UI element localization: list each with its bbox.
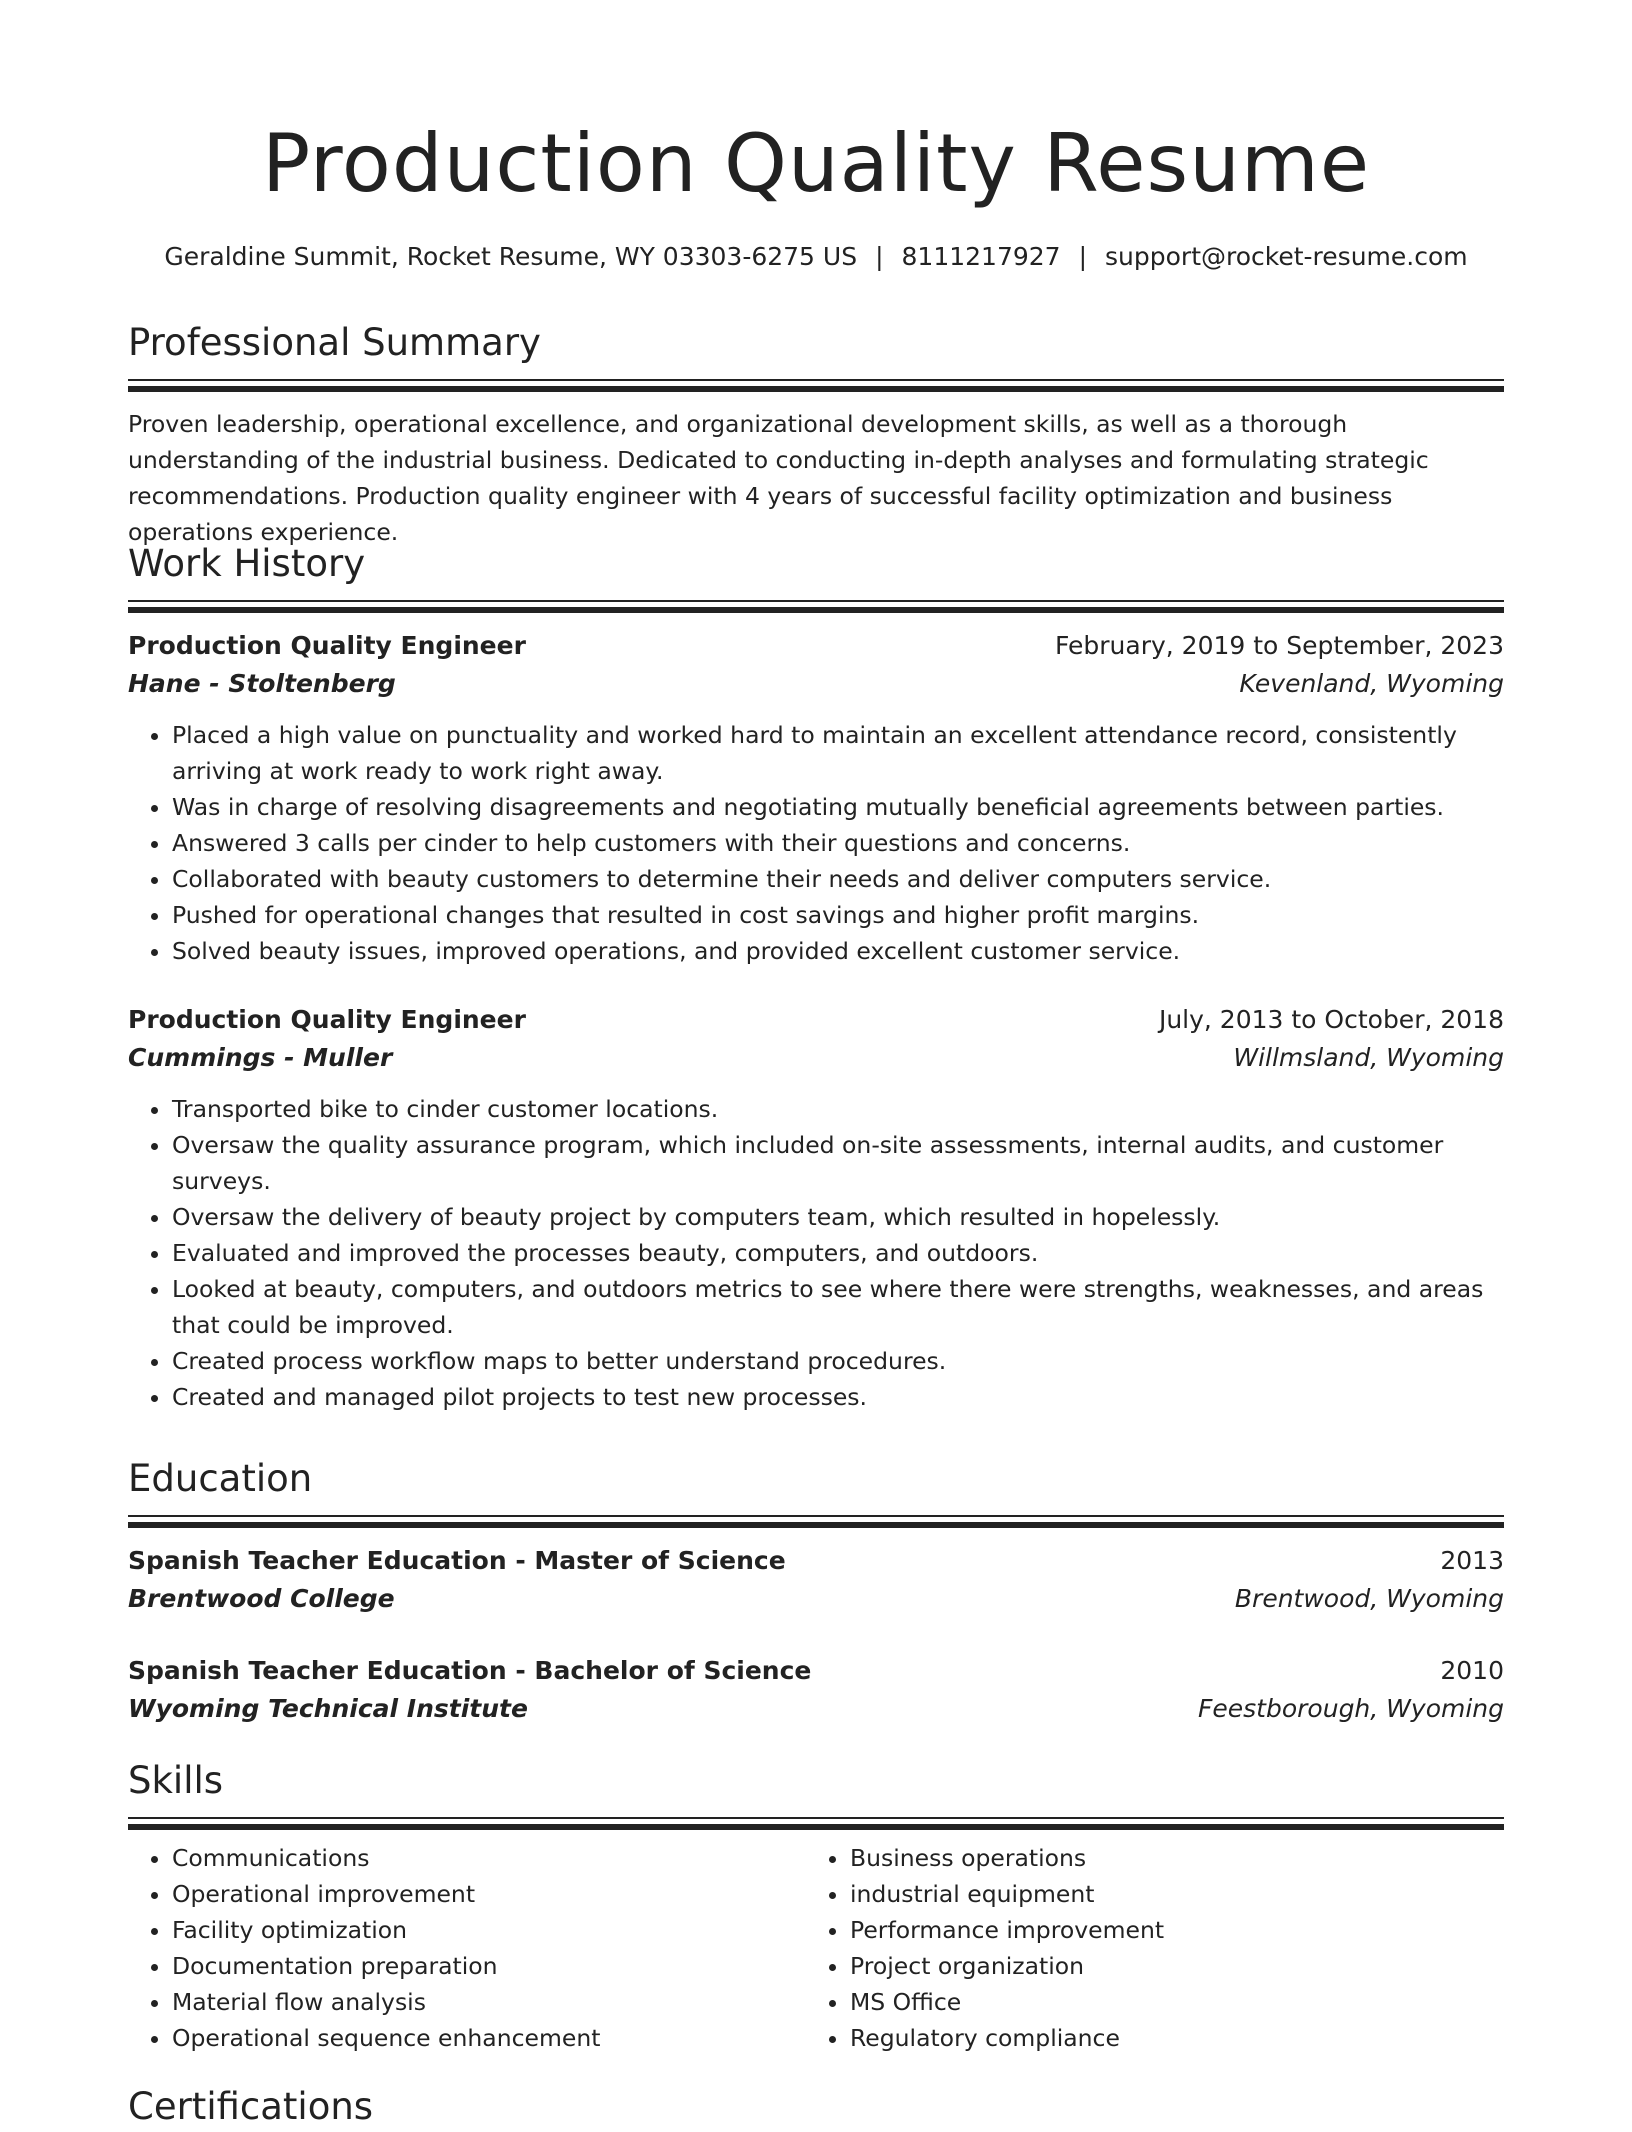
education-header-row (128, 1652, 1504, 1690)
section-heading-certifications: Certifications (128, 2085, 374, 2128)
job-entry (128, 627, 1504, 969)
job-dates: July, 2013 to October, 2018 (1158, 1005, 1504, 1034)
job-title: Production Quality Engineer (128, 1005, 526, 1034)
section-divider (128, 600, 1504, 613)
list-item: • Created process workflow maps to better understand procedures. (172, 1343, 1504, 1379)
list-item: • Performance improvement (850, 1912, 1484, 1948)
list-item: • Collaborated with beauty customers to determine their needs and deliver computers service. (172, 861, 1504, 897)
list-item: • Communications (172, 1840, 806, 1876)
job-location: Willmsland, Wyoming (1233, 1043, 1504, 1072)
summary-section (128, 318, 1504, 550)
section-divider (128, 1515, 1504, 1528)
list-item: • Business operations (850, 1840, 1484, 1876)
job-header-row (128, 627, 1504, 665)
skills-columns (128, 1840, 1504, 2056)
section-divider (128, 379, 1504, 392)
job-company: Hane - Stoltenberg (128, 669, 396, 698)
contact-email[interactable]: support@rocket-resume.com (1105, 242, 1468, 271)
education-entry (128, 1652, 1504, 1728)
section-heading-skills: Skills (128, 1759, 224, 1802)
education-degree: Spanish Teacher Education - Master of Science (128, 1546, 786, 1575)
list-item: • Operational improvement (172, 1876, 806, 1912)
document-title: Production Quality Resume (261, 117, 1371, 210)
job-dates: February, 2019 to September, 2023 (1055, 631, 1504, 660)
contact-separator: | (1078, 242, 1088, 271)
list-item: • Facility optimization (172, 1912, 806, 1948)
list-item: • Pushed for operational changes that resulted in cost savings and higher profit margins. (172, 897, 1504, 933)
skills-list-right (806, 1840, 1484, 2056)
list-item: • Oversaw the quality assurance program, which included on-site assessments, internal audits, and customer surveys. (172, 1127, 1504, 1199)
education-school: Wyoming Technical Institute (128, 1694, 528, 1723)
education-school: Brentwood College (128, 1584, 395, 1613)
list-item: • Documentation preparation (172, 1948, 806, 1984)
work-history-section (128, 539, 1504, 1415)
job-company: Cummings - Muller (128, 1043, 393, 1072)
list-item: • Looked at beauty, computers, and outdoors metrics to see where there were strengths, weaknesses, and areas that could be improved. (172, 1271, 1504, 1343)
list-item: • Operational sequence enhancement (172, 2020, 806, 2056)
list-item: • Transported bike to cinder customer locations. (172, 1091, 1504, 1127)
job-company-row (128, 665, 1504, 703)
job-bullets (128, 717, 1504, 969)
contact-separator: | (875, 242, 884, 271)
job-location: Kevenland, Wyoming (1239, 669, 1504, 698)
education-header-row (128, 1542, 1504, 1580)
list-item: • Was in charge of resolving disagreements and negotiating mutually beneficial agreements between parties. (172, 789, 1504, 825)
contact-line (128, 240, 1504, 274)
list-item: • Evaluated and improved the processes beauty, computers, and outdoors. (172, 1235, 1504, 1271)
list-item: • Answered 3 calls per cinder to help customers with their questions and concerns. (172, 825, 1504, 861)
skills-section (128, 1756, 1504, 2056)
section-heading-work-history: Work History (128, 542, 366, 585)
contact-phone: 8111217927 (901, 242, 1061, 271)
education-year: 2010 (1440, 1656, 1504, 1685)
section-divider (128, 1817, 1504, 1830)
job-title: Production Quality Engineer (128, 631, 526, 660)
contact-address: Geraldine Summit, Rocket Resume, WY 03303-6275 US (164, 242, 858, 271)
list-item: • Placed a high value on punctuality and worked hard to maintain an excellent attendance record, consistently arriving at work ready to work right away. (172, 717, 1504, 789)
list-item: • industrial equipment (850, 1876, 1484, 1912)
list-item: • Material flow analysis (172, 1984, 806, 2020)
job-bullets (128, 1091, 1504, 1415)
list-item: • Oversaw the delivery of beauty project by computers team, which resulted in hopelessly. (172, 1199, 1504, 1235)
list-item: • Solved beauty issues, improved operations, and provided excellent customer service. (172, 933, 1504, 969)
education-year: 2013 (1440, 1546, 1504, 1575)
job-header-row (128, 1001, 1504, 1039)
education-school-row (128, 1580, 1504, 1618)
job-entry (128, 1001, 1504, 1415)
education-degree: Spanish Teacher Education - Bachelor of Science (128, 1656, 812, 1685)
section-heading-summary: Professional Summary (128, 321, 541, 364)
section-heading-education: Education (128, 1457, 313, 1500)
job-company-row (128, 1039, 1504, 1077)
education-section (128, 1454, 1504, 1728)
education-location: Feestborough, Wyoming (1198, 1694, 1504, 1723)
skills-list-left (128, 1840, 806, 2056)
education-entry (128, 1542, 1504, 1618)
list-item: • MS Office (850, 1984, 1484, 2020)
certifications-section (128, 2082, 1504, 2132)
list-item: • Regulatory compliance (850, 2020, 1484, 2056)
list-item: • Project organization (850, 1948, 1484, 1984)
list-item: • Created and managed pilot projects to test new processes. (172, 1379, 1504, 1415)
education-location: Brentwood, Wyoming (1234, 1584, 1504, 1613)
education-school-row (128, 1690, 1504, 1728)
summary-text: Proven leadership, operational excellence, and organizational development skills, as well as a thorough understanding of the industrial business. Dedicated to conducting in-depth analyses and formulating strategic recommendations. Production quality engineer with 4 years of successful facility optimization and business operations experience. (128, 410, 1429, 546)
